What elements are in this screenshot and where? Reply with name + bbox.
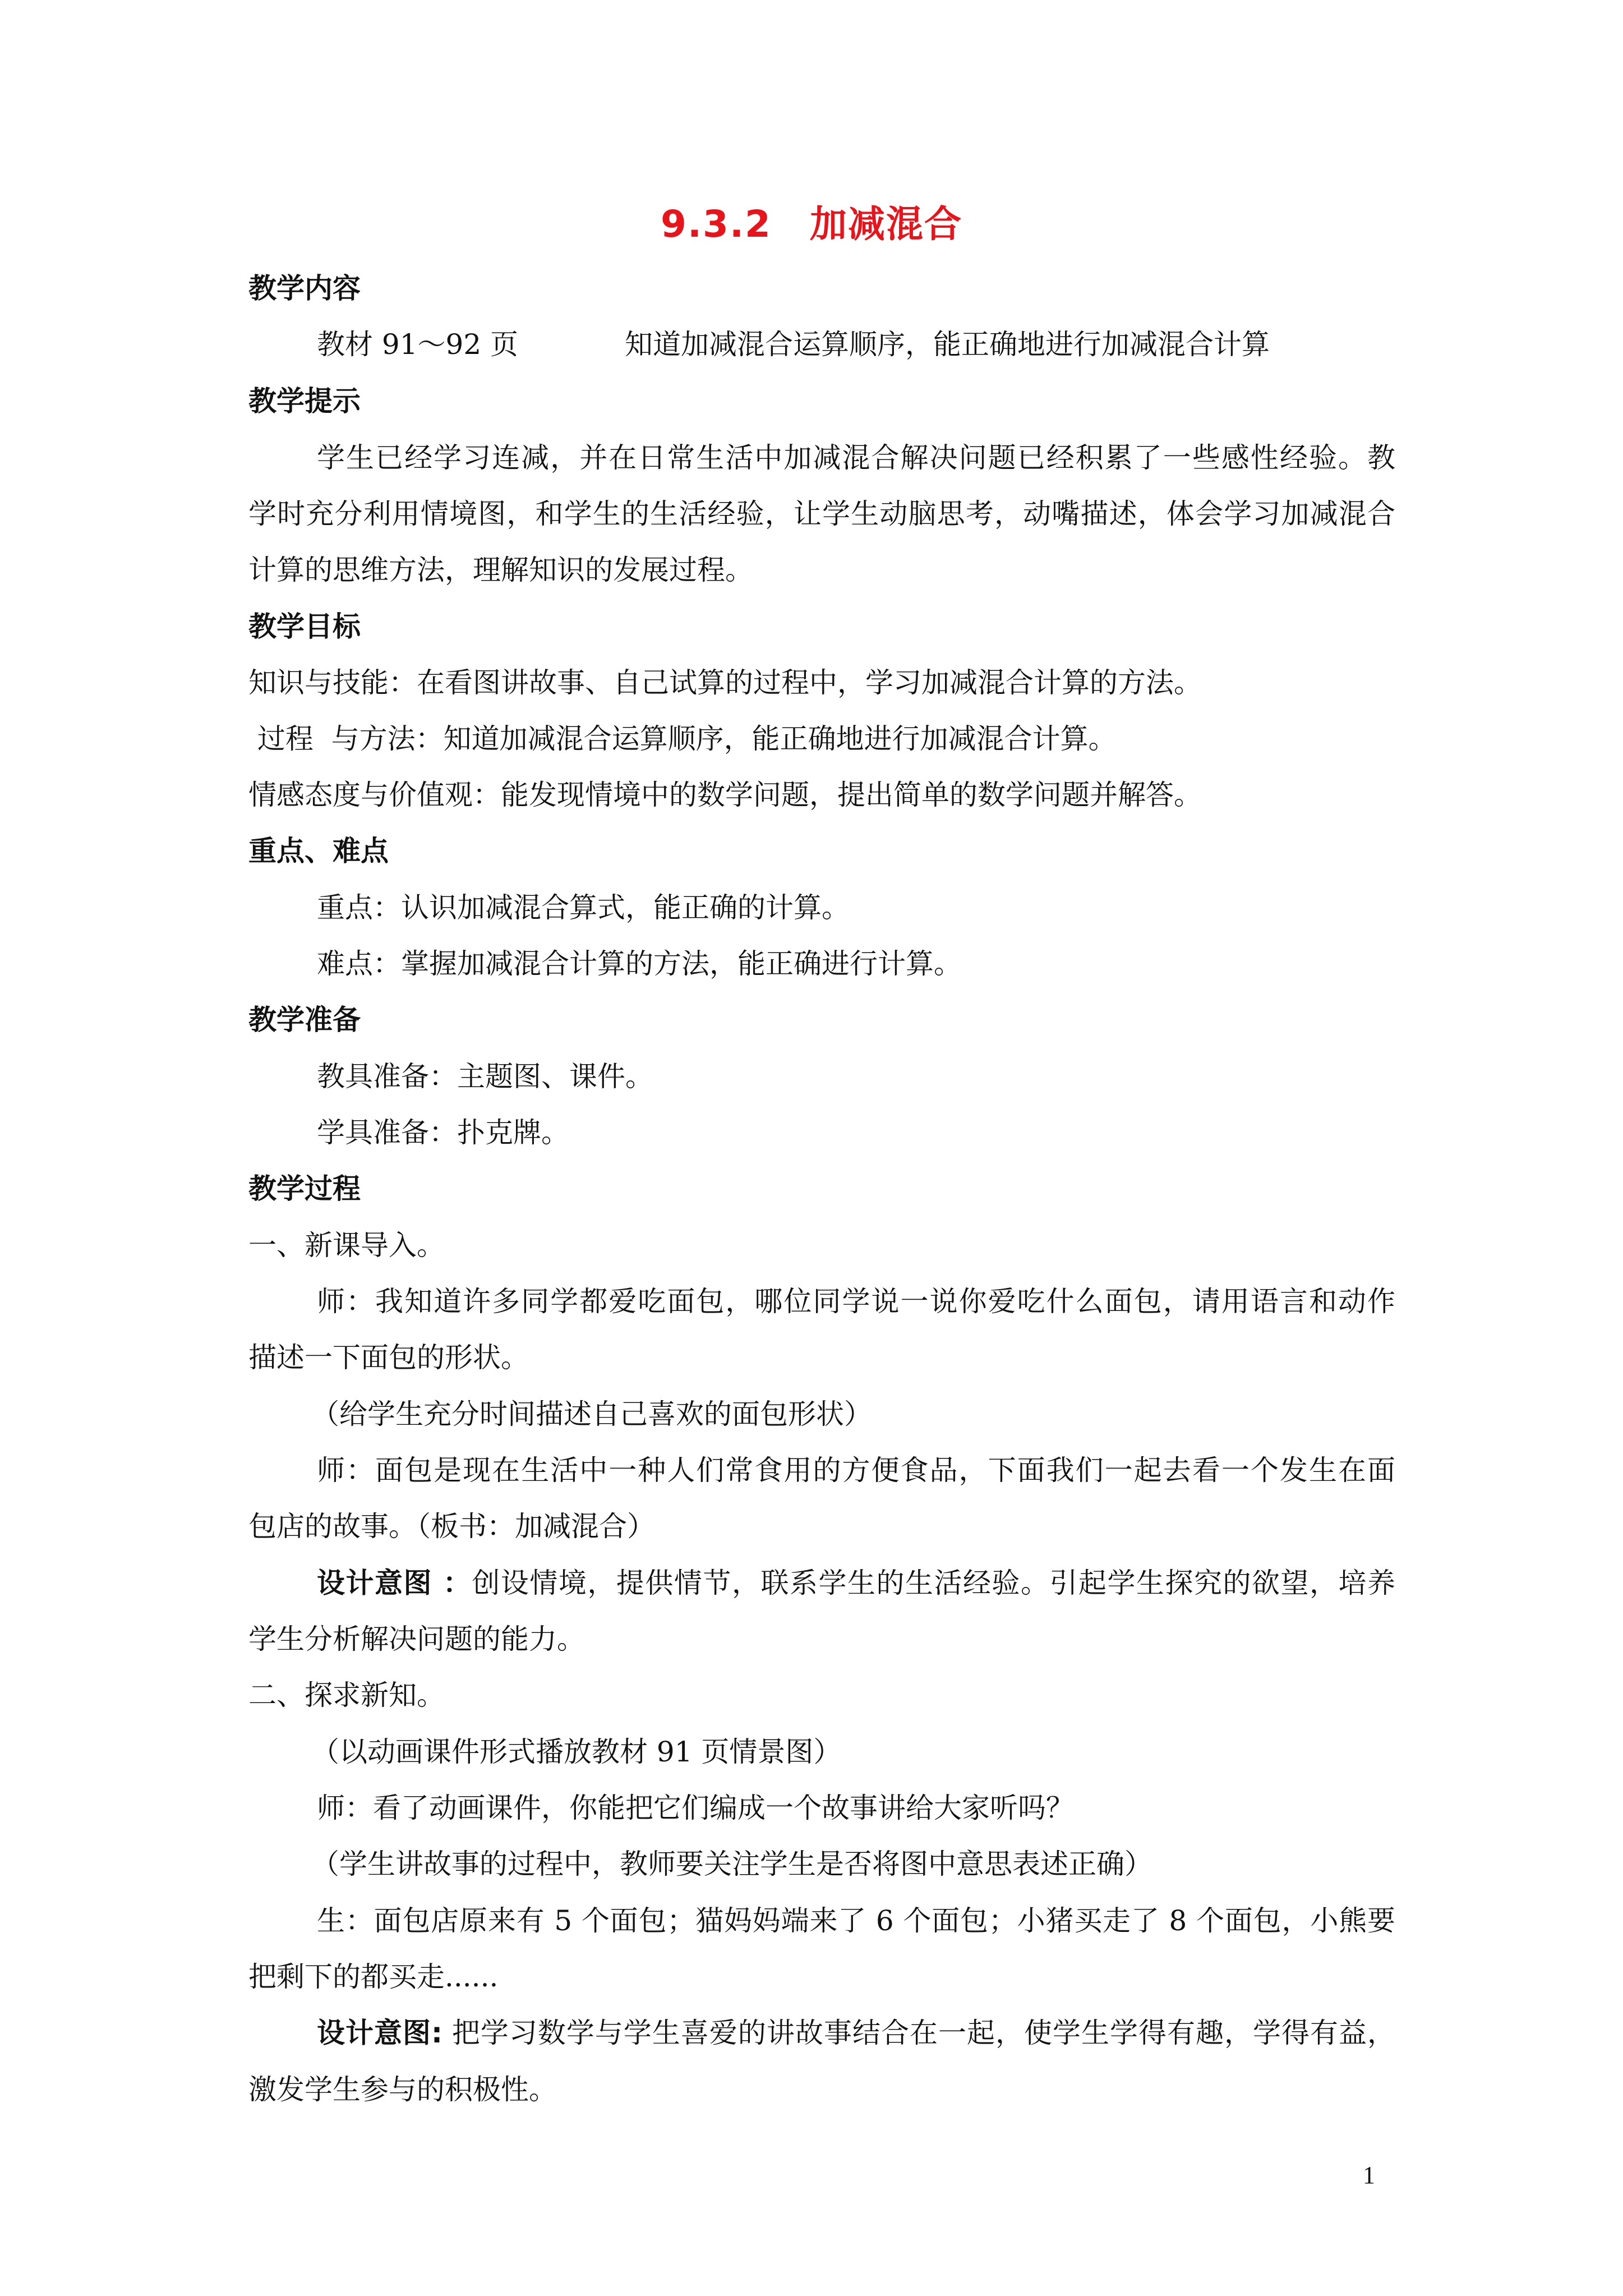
teacher-dialogue-line: 师：看了动画课件，你能把它们编成一个故事讲给大家听吗？	[317, 1792, 1074, 1824]
section-heading-teaching-content: 教学内容	[248, 272, 361, 305]
student-dialogue-line: 生：面包店原来有 5 个面包；猫妈妈端来了 6 个面包；小猪买走了 8 个面包，小熊要	[317, 1904, 1395, 1937]
teaching-content-line	[317, 324, 1464, 365]
design-intent-label: 设计意图:	[317, 2017, 443, 2049]
hint-paragraph-line: 学时充分利用情境图，和学生的生活经验，让学生动脑思考，动嘴描述，体会学习加减混合	[248, 498, 1395, 530]
section-heading-teaching-goals: 教学目标	[248, 610, 361, 643]
teacher-dialogue-line: 包店的故事。（板书：加减混合）	[248, 1510, 655, 1543]
classroom-note: （给学生充分时间描述自己喜欢的面包形状）	[311, 1398, 872, 1430]
design-intent-text: 把学习数学与学生喜爱的讲故事结合在一起，使学生学得有趣，学得有益，	[442, 2017, 1395, 2049]
student-dialogue-line: 把剩下的都买走......	[248, 1961, 499, 1993]
design-intent-line	[317, 1563, 1395, 1603]
goal-attitude-values: 情感态度与价值观：能发现情境中的数学问题，提出简单的数学问题并解答。	[248, 779, 1202, 811]
design-intent-text: 创设情境，提供情节，联系学生的生活经验。引起学生探究的欲望，培养	[472, 1567, 1395, 1599]
teacher-preparation: 教具准备：主题图、课件。	[317, 1060, 653, 1093]
section-heading-key-difficult: 重点、难点	[248, 835, 389, 867]
section-heading-teaching-process: 教学过程	[248, 1172, 361, 1205]
hint-paragraph-line: 学生已经学习连减，并在日常生活中加减混合解决问题已经积累了一些感性经验。教	[317, 441, 1395, 474]
classroom-note: （学生讲故事的过程中，教师要关注学生是否将图中意思表述正确）	[311, 1848, 1152, 1880]
page-number: 1	[1363, 2161, 1375, 2189]
design-intent-line: 学生分析解决问题的能力。	[248, 1623, 585, 1655]
section-heading-teaching-hints: 教学提示	[248, 385, 361, 417]
key-point: 重点：认识加减混合算式，能正确的计算。	[317, 891, 850, 924]
teacher-dialogue-line: 师：面包是现在生活中一种人们常食用的方便食品，下面我们一起去看一个发生在面	[317, 1454, 1395, 1487]
goal-knowledge-skills: 知识与技能：在看图讲故事、自己试算的过程中，学习加减混合计算的方法。	[248, 666, 1202, 699]
design-intent-label: 设计意图 ：	[317, 1567, 472, 1599]
teacher-dialogue-line: 描述一下面包的形状。	[248, 1341, 529, 1374]
design-intent-line: 激发学生参与的积极性。	[248, 2073, 557, 2106]
goal-process-methods: 过程 与方法：知道加减混合运算顺序，能正确地进行加减混合计算。	[248, 723, 1117, 755]
design-intent-line	[317, 2013, 1395, 2053]
difficult-point: 难点：掌握加减混合计算的方法，能正确进行计算。	[317, 947, 962, 980]
hint-paragraph-line: 计算的思维方法，理解知识的发展过程。	[248, 554, 753, 586]
document-title: 9.3.2 加减混合	[661, 203, 962, 246]
process-step-1-title: 一、新课导入。	[248, 1229, 445, 1262]
classroom-note: （以动画课件形式播放教材 91 页情景图）	[311, 1736, 842, 1768]
section-heading-preparation: 教学准备	[248, 1004, 361, 1036]
process-step-2-title: 二、探求新知。	[248, 1679, 445, 1711]
teaching-content-summary: 知道加减混合运算顺序，能正确地进行加减混合计算	[625, 328, 1270, 361]
teacher-dialogue-line: 师：我知道许多同学都爱吃面包，哪位同学说一说你爱吃什么面包，请用语言和动作	[317, 1285, 1395, 1318]
student-preparation: 学具准备：扑克牌。	[317, 1116, 569, 1149]
textbook-pages: 教材 91～92 页	[317, 328, 519, 361]
